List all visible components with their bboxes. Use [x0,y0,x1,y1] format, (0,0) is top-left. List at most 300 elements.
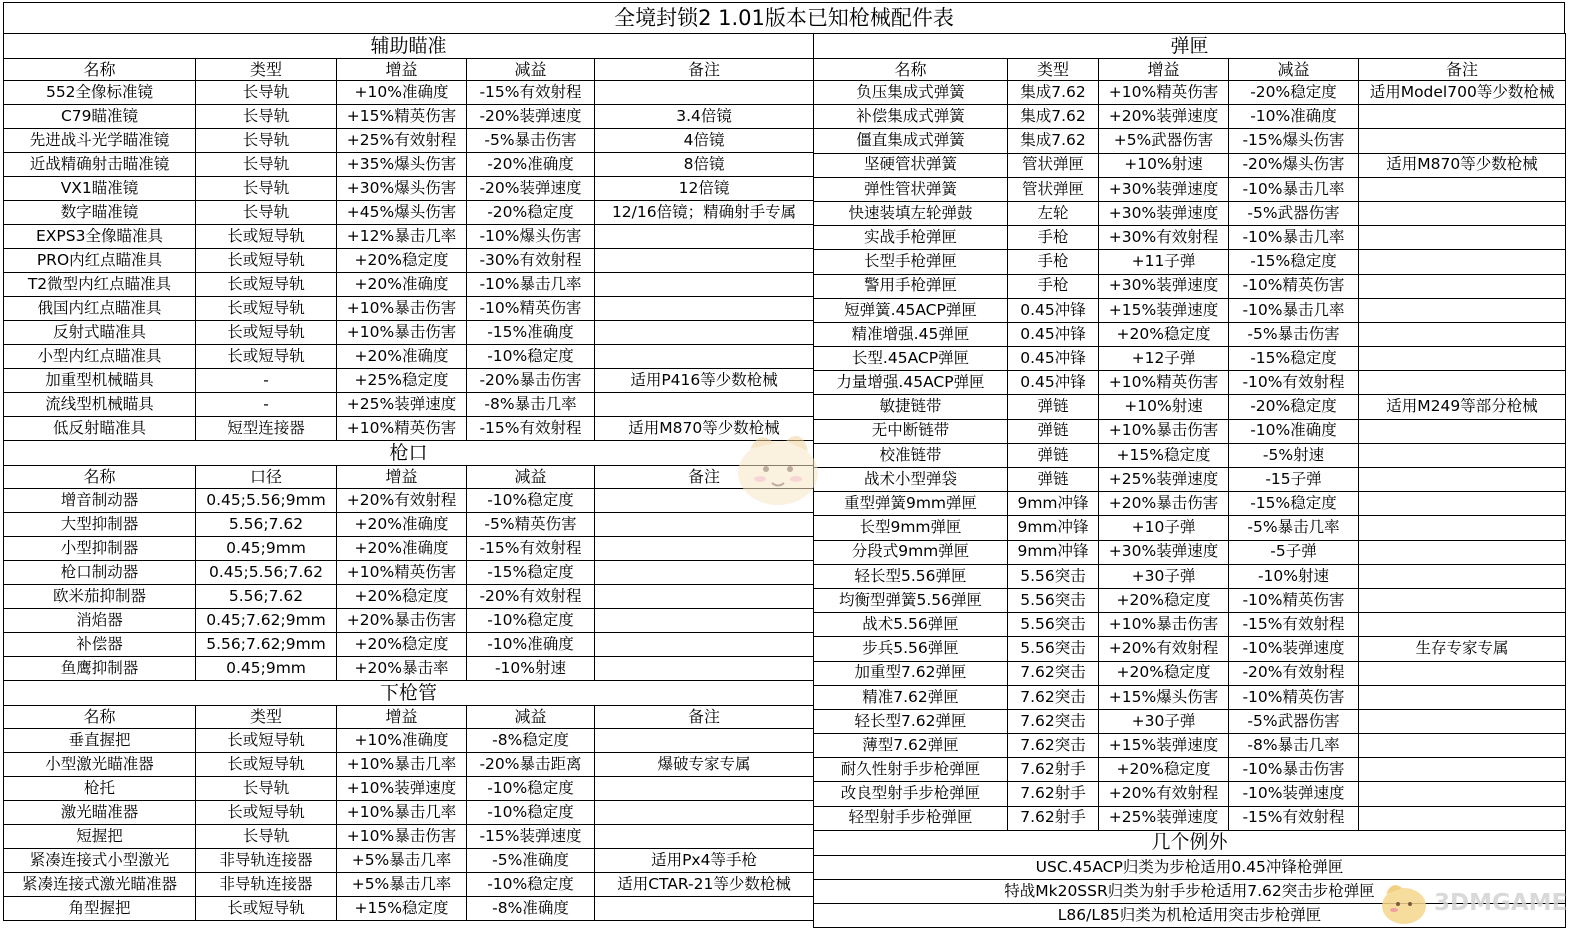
column-header: 增益 [1099,59,1229,81]
table-cell [1359,201,1566,225]
table-cell: 0.45;9mm [196,657,337,681]
table-cell [1359,274,1566,298]
table-cell: +10%装弹速度 [337,777,467,801]
table-cell: +20%有效射程 [1099,782,1229,806]
table-cell [1359,806,1566,830]
table-cell: +10%精英伤害 [337,561,467,585]
table-cell: 集成7.62 [1008,105,1099,129]
table-cell: +5%武器伤害 [1099,129,1229,153]
table-cell [1359,540,1566,564]
table-cell: 非导轨连接器 [196,873,337,897]
table-cell: 0.45冲锋 [1008,298,1099,322]
table-cell: 长型9mm弹匣 [814,516,1008,540]
table-cell: 生存专家专属 [1359,637,1566,661]
section-title: 辅助瞄准 [4,34,814,59]
table-cell: 加重型7.62弹匣 [814,661,1008,685]
table-cell: -15%稳定度 [467,561,595,585]
table-cell [595,777,814,801]
table-cell: +10%准确度 [337,81,467,105]
table-row [814,564,1566,588]
table-cell: 管状弹匣 [1008,177,1099,201]
table-cell: -10%准确度 [1229,105,1359,129]
watermark-text: 3DMGAME [1434,890,1568,916]
table-cell: 精准7.62弹匣 [814,685,1008,709]
table-cell: +25%装弹速度 [337,393,467,417]
table-cell [1359,709,1566,733]
right-column [813,33,1568,928]
table-cell: +10%射速 [1099,395,1229,419]
column-header: 减益 [467,466,595,489]
table-cell [1359,129,1566,153]
table-cell: 补偿器 [4,633,196,657]
exception-text: 特战Mk20SSR归类为射手步枪适用7.62突击步枪弹匣 [814,879,1566,903]
table-cell: 12倍镜 [595,177,814,201]
table-cell: 负压集成式弹簧 [814,81,1008,105]
table-cell: 手枪 [1008,226,1099,250]
table-cell: 补偿集成式弹簧 [814,105,1008,129]
table-cell: +10%精英伤害 [337,417,467,441]
table-cell: +10%暴击伤害 [1099,419,1229,443]
table-cell: 弹链 [1008,395,1099,419]
table-cell: +20%稳定度 [1099,758,1229,782]
table-cell: 7.62突击 [1008,661,1099,685]
table-row [4,849,814,873]
table-cell: -20%准确度 [467,153,595,177]
table-cell: 0.45;7.62;9mm [196,609,337,633]
table-cell [1359,347,1566,371]
table-cell: C79瞄准镜 [4,105,196,129]
table-row [4,801,814,825]
table-row [4,249,814,273]
table-cell: 3.4倍镜 [595,105,814,129]
table-row [814,226,1566,250]
table-cell: -15%有效射程 [467,537,595,561]
table-cell: 长或短导轨 [196,297,337,321]
table-row [4,489,814,513]
table-cell: 5.56;7.62;9mm [196,633,337,657]
table-row [814,298,1566,322]
table-row [4,729,814,753]
table-cell: +20%稳定度 [1099,661,1229,685]
table-cell: -20%稳定度 [1229,395,1359,419]
exception-row [814,903,1566,927]
table-cell: 5.56突击 [1008,613,1099,637]
column-header-row [4,466,814,489]
table-cell: 战术5.56弹匣 [814,613,1008,637]
table-row [814,734,1566,758]
table-cell: 0.45冲锋 [1008,347,1099,371]
table-cell: 9mm冲锋 [1008,516,1099,540]
table-cell: 手枪 [1008,274,1099,298]
spreadsheet [3,2,1568,926]
table-cell: 552全像标准镜 [4,81,196,105]
table-row [4,225,814,249]
table-row [4,153,814,177]
table-row [814,419,1566,443]
table-cell: 精准增强.45弹匣 [814,322,1008,346]
table-cell: 步兵5.56弹匣 [814,637,1008,661]
table-cell: +20%稳定度 [337,633,467,657]
table-cell: -10%稳定度 [467,777,595,801]
table-cell: -10%准确度 [467,633,595,657]
table-cell: 近战精确射击瞄准镜 [4,153,196,177]
table-cell [1359,322,1566,346]
table-cell: +20%有效射程 [337,489,467,513]
table-cell: +25%稳定度 [337,369,467,393]
table-cell: 5.56突击 [1008,588,1099,612]
table-cell: 长型手枪弹匣 [814,250,1008,274]
table-cell: 7.62射手 [1008,758,1099,782]
table-cell: 校准链带 [814,443,1008,467]
table-cell: T2微型内红点瞄准具 [4,273,196,297]
table-cell: +30%装弹速度 [1099,540,1229,564]
exception-text: USC.45ACP归类为步枪适用0.45冲锋枪弹匣 [814,855,1566,879]
table-cell [1359,564,1566,588]
table-row [4,393,814,417]
table-row [4,321,814,345]
table-cell: -15%有效射程 [467,81,595,105]
table-cell: +12%暴击几率 [337,225,467,249]
table-cell: 爆破专家专属 [595,753,814,777]
table-cell [1359,758,1566,782]
table-cell: -5%准确度 [467,849,595,873]
table-cell: +20%准确度 [337,513,467,537]
table-cell: 先进战斗光学瞄准镜 [4,129,196,153]
table-row [4,273,814,297]
table-cell: 实战手枪弹匣 [814,226,1008,250]
table-cell: -15子弹 [1229,468,1359,492]
table-row [814,250,1566,274]
table-cell: 长或短导轨 [196,273,337,297]
table-cell: 适用P416等少数枪械 [595,369,814,393]
table-cell: 紧凑连接式激光瞄准器 [4,873,196,897]
table-cell: 轻长型5.56弹匣 [814,564,1008,588]
column-header: 增益 [337,466,467,489]
table-row [4,633,814,657]
table-cell: 0.45;5.56;9mm [196,489,337,513]
column-header: 名称 [4,706,196,729]
table-cell: -10%准确度 [1229,419,1359,443]
table-cell [595,633,814,657]
table-cell: -20%稳定度 [467,201,595,225]
table-cell: +35%爆头伤害 [337,153,467,177]
table-cell: 流线型机械瞄具 [4,393,196,417]
table-row [4,537,814,561]
table-cell: -15%有效射程 [1229,613,1359,637]
table-cell [1359,492,1566,516]
table-row [4,657,814,681]
table-cell: -15%稳定度 [1229,492,1359,516]
table-row [814,153,1566,177]
column-header: 类型 [1008,59,1099,81]
table-cell [1359,588,1566,612]
table-row [814,347,1566,371]
table-cell: 长导轨 [196,153,337,177]
table-cell: 重型弹簧9mm弹匣 [814,492,1008,516]
table-cell: 12/16倍镜；精确射手专属 [595,201,814,225]
table-cell: 管状弹匣 [1008,153,1099,177]
table-cell: -10%稳定度 [467,873,595,897]
table-cell: 长或短导轨 [196,801,337,825]
table-row [4,897,814,921]
table-cell [595,825,814,849]
table-cell: +20%准确度 [337,537,467,561]
table-cell: 增音制动器 [4,489,196,513]
column-header: 名称 [4,59,196,81]
table-row [814,516,1566,540]
table-row [814,709,1566,733]
table-cell: -10%精英伤害 [1229,588,1359,612]
table-cell: 小型抑制器 [4,537,196,561]
table-cell: 4倍镜 [595,129,814,153]
table-row [4,513,814,537]
table-cell: +15%精英伤害 [337,105,467,129]
table-cell: -10%射速 [467,657,595,681]
table-cell: -5%武器伤害 [1229,201,1359,225]
table-cell: 快速装填左轮弹鼓 [814,201,1008,225]
table-cell: +30%爆头伤害 [337,177,467,201]
table-cell [595,249,814,273]
table-cell: 7.62射手 [1008,806,1099,830]
table-cell: -20%装弹速度 [467,105,595,129]
table-cell: -10%暴击伤害 [1229,758,1359,782]
table-row [4,105,814,129]
table-cell: +5%暴击几率 [337,873,467,897]
table-cell: +15%装弹速度 [1099,298,1229,322]
table-cell [1359,419,1566,443]
table-cell: VX1瞄准镜 [4,177,196,201]
table-cell: +20%稳定度 [337,249,467,273]
table-cell: +10%暴击伤害 [337,825,467,849]
column-header: 名称 [4,466,196,489]
column-header: 名称 [814,59,1008,81]
table-cell: 长或短导轨 [196,729,337,753]
table-cell [1359,661,1566,685]
table-cell: +15%稳定度 [1099,443,1229,467]
table-row [814,758,1566,782]
table-cell: 长导轨 [196,777,337,801]
table-cell: +15%稳定度 [337,897,467,921]
table-row [814,492,1566,516]
table-cell: +12子弹 [1099,347,1229,371]
table-cell [1359,226,1566,250]
table-row [814,685,1566,709]
column-header: 增益 [337,706,467,729]
column-header-row [4,706,814,729]
table-cell: 适用Px4等手枪 [595,849,814,873]
table-cell [1359,298,1566,322]
table-row [4,585,814,609]
table-cell: 加重型机械瞄具 [4,369,196,393]
table-cell: 鱼鹰抑制器 [4,657,196,681]
table-cell: 大型抑制器 [4,513,196,537]
table-cell [595,297,814,321]
table-cell [595,897,814,921]
table-row [4,417,814,441]
table-cell: +30子弹 [1099,564,1229,588]
table-cell: 适用M249等部分枪械 [1359,395,1566,419]
table-cell: +30%装弹速度 [1099,177,1229,201]
table-cell: +10%精英伤害 [1099,371,1229,395]
table-cell: 0.45;5.56;7.62 [196,561,337,585]
table-cell: +20%稳定度 [1099,322,1229,346]
table-cell: 短弹簧.45ACP弹匣 [814,298,1008,322]
table-cell: -5%武器伤害 [1229,709,1359,733]
table-cell: +25%有效射程 [337,129,467,153]
left-table [3,33,814,921]
exception-text: L86/L85归类为机枪适用突击步枪弹匣 [814,903,1566,927]
table-cell: -15%准确度 [467,321,595,345]
table-cell: +25%装弹速度 [1099,468,1229,492]
table-cell [1359,782,1566,806]
table-cell: 枪口制动器 [4,561,196,585]
table-cell: +10%暴击几率 [337,753,467,777]
table-cell: +30%装弹速度 [1099,201,1229,225]
table-cell: 坚硬管状弹簧 [814,153,1008,177]
table-cell: 5.56;7.62 [196,513,337,537]
table-cell: -8%暴击几率 [467,393,595,417]
table-cell: 长或短导轨 [196,225,337,249]
table-cell: 枪托 [4,777,196,801]
table-cell: 7.62突击 [1008,734,1099,758]
table-cell: -20%稳定度 [1229,81,1359,105]
table-cell: 垂直握把 [4,729,196,753]
table-cell: 激光瞄准器 [4,801,196,825]
table-cell [595,273,814,297]
table-cell [595,225,814,249]
column-header-row [4,59,814,81]
table-cell: 长导轨 [196,201,337,225]
table-cell: -5%精英伤害 [467,513,595,537]
table-cell: -10%精英伤害 [1229,685,1359,709]
table-row [4,129,814,153]
table-cell: +30%有效射程 [1099,226,1229,250]
table-cell: 长导轨 [196,177,337,201]
table-cell: 7.62射手 [1008,782,1099,806]
table-cell: -15%爆头伤害 [1229,129,1359,153]
table-row [814,274,1566,298]
table-cell: 长导轨 [196,825,337,849]
table-cell: 长导轨 [196,81,337,105]
table-row [4,753,814,777]
table-cell: 均衡型弹簧5.56弹匣 [814,588,1008,612]
table-cell: -20%有效射程 [467,585,595,609]
table-row [814,588,1566,612]
table-cell: 短型连接器 [196,417,337,441]
table-cell: -10%稳定度 [467,345,595,369]
table-cell: 长或短导轨 [196,321,337,345]
table-row [814,661,1566,685]
left-column [3,33,813,921]
table-cell: 适用M870等少数枪械 [1359,153,1566,177]
table-cell [595,585,814,609]
table-cell: +10子弹 [1099,516,1229,540]
table-cell: 7.62突击 [1008,709,1099,733]
table-cell: -10%爆头伤害 [467,225,595,249]
table-cell: 适用CTAR-21等少数枪械 [595,873,814,897]
table-cell [1359,516,1566,540]
table-cell: -10%暴击几率 [1229,226,1359,250]
table-cell: -10%暴击几率 [1229,177,1359,201]
table-row [4,177,814,201]
table-cell: -8%准确度 [467,897,595,921]
table-cell: 分段式9mm弹匣 [814,540,1008,564]
table-row [814,129,1566,153]
table-row [814,613,1566,637]
table-row [814,443,1566,467]
exception-row [814,879,1566,903]
table-cell: +10%暴击伤害 [337,321,467,345]
table-row [814,540,1566,564]
table-cell [1359,371,1566,395]
table-cell: 5.56;7.62 [196,585,337,609]
table-cell: 长或短导轨 [196,753,337,777]
table-row [4,345,814,369]
table-cell [1359,468,1566,492]
table-cell: -15%装弹速度 [467,825,595,849]
table-row [4,369,814,393]
table-cell: PRO内红点瞄准具 [4,249,196,273]
section-title: 枪口 [4,441,814,466]
column-header: 备注 [595,466,814,489]
table-cell: -10%装弹速度 [1229,782,1359,806]
table-cell: 适用Model700等少数枪械 [1359,81,1566,105]
table-cell: +15%爆头伤害 [1099,685,1229,709]
table-cell: 0.45冲锋 [1008,322,1099,346]
table-cell [595,801,814,825]
table-cell: +45%爆头伤害 [337,201,467,225]
table-cell: +30%装弹速度 [1099,274,1229,298]
table-cell: 弹性管状弹簧 [814,177,1008,201]
column-header: 增益 [337,59,467,81]
table-cell: 集成7.62 [1008,129,1099,153]
table-cell: EXPS3全像瞄准具 [4,225,196,249]
table-cell: -20%爆头伤害 [1229,153,1359,177]
table-cell: 反射式瞄准具 [4,321,196,345]
table-row [4,81,814,105]
table-cell: 0.45;9mm [196,537,337,561]
table-cell: +20%准确度 [337,273,467,297]
table-cell: 改良型射手步枪弹匣 [814,782,1008,806]
table-row [4,777,814,801]
table-cell [1359,443,1566,467]
table-cell: 8倍镜 [595,153,814,177]
table-cell [595,489,814,513]
table-cell: 长或短导轨 [196,345,337,369]
table-cell [595,537,814,561]
table-cell: 长导轨 [196,105,337,129]
table-cell: 战术小型弹袋 [814,468,1008,492]
table-cell: 适用M870等少数枪械 [595,417,814,441]
table-row [814,81,1566,105]
column-header: 备注 [1359,59,1566,81]
section-header-row [4,34,814,59]
table-cell: 5.56突击 [1008,637,1099,661]
table-cell: 低反射瞄准具 [4,417,196,441]
table-cell: 数字瞄准镜 [4,201,196,225]
table-row [4,561,814,585]
table-cell: 手枪 [1008,250,1099,274]
table-cell: 长或短导轨 [196,249,337,273]
table-grid [3,33,1568,926]
table-cell: -8%稳定度 [467,729,595,753]
table-cell [595,513,814,537]
table-cell: -5%暴击几率 [1229,516,1359,540]
table-row [814,806,1566,830]
table-cell: +30子弹 [1099,709,1229,733]
table-cell: +20%稳定度 [337,585,467,609]
table-cell: 5.56突击 [1008,564,1099,588]
